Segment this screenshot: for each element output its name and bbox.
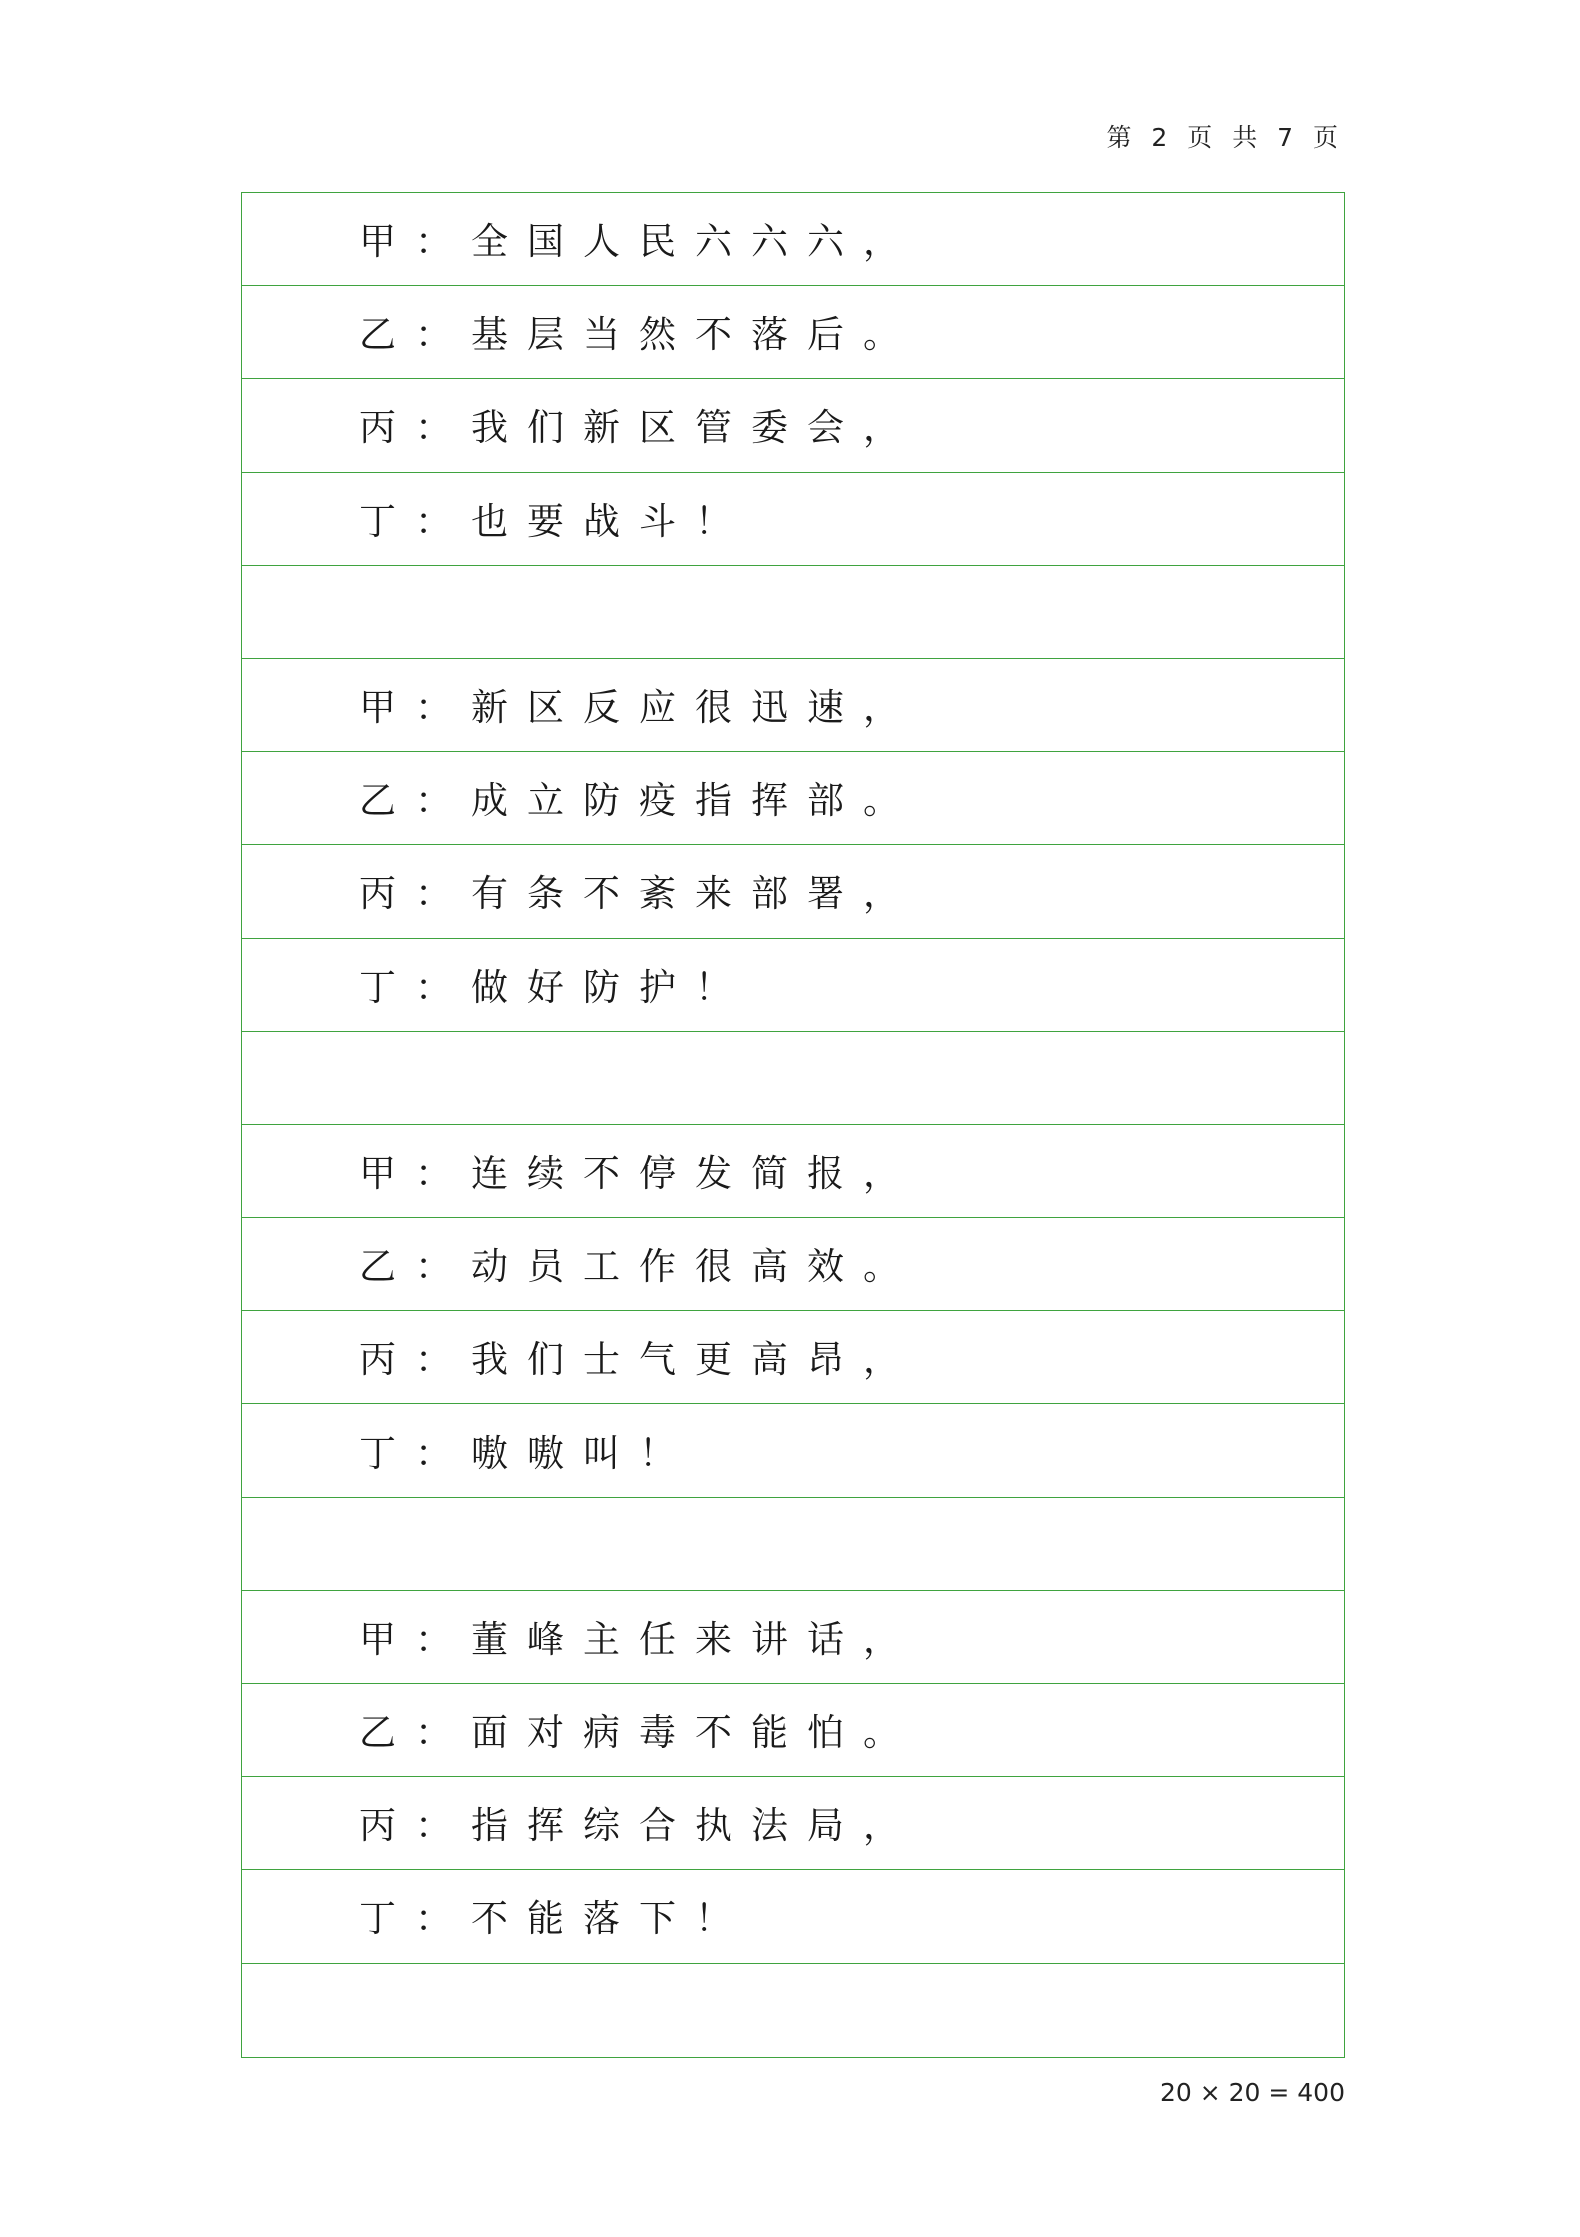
dialogue-line: 丙：有条不紊来部署， (359, 872, 919, 916)
grid-row-empty (242, 1498, 1344, 1591)
grid-row (242, 1404, 1344, 1497)
dialogue-line: 乙：面对病毒不能怕。 (359, 1711, 919, 1755)
dialogue-line: 乙：基层当然不落后。 (359, 313, 919, 357)
grid-row (242, 1777, 1344, 1870)
dialogue-line: 甲：新区反应很迅速， (359, 685, 919, 729)
dialogue-line: 乙：成立防疫指挥部。 (359, 779, 919, 823)
grid-row (242, 379, 1344, 472)
grid-row (242, 193, 1344, 286)
grid-row (242, 1870, 1344, 1963)
dialogue-line: 甲：董峰主任来讲话， (359, 1617, 919, 1661)
grid-row (242, 473, 1344, 566)
grid-row-empty (242, 566, 1344, 659)
dialogue-line: 甲：连续不停发简报， (359, 1151, 919, 1195)
dialogue-line: 丁：不能落下！ (359, 1897, 751, 1941)
dialogue-line: 丙：我们新区管委会， (359, 406, 919, 450)
grid-row-empty (242, 1032, 1344, 1125)
grid-row-empty (242, 1964, 1344, 2057)
dialogue-line: 乙：动员工作很高效。 (359, 1245, 919, 1289)
grid-size-formula: 20 × 20 = 400 (1159, 2078, 1345, 2107)
grid-row (242, 939, 1344, 1032)
manuscript-grid (241, 192, 1345, 2058)
dialogue-line: 丙：指挥综合执法局， (359, 1804, 919, 1848)
grid-row (242, 1591, 1344, 1684)
dialogue-line: 丁：也要战斗！ (359, 499, 751, 543)
grid-row (242, 1684, 1344, 1777)
grid-row (242, 1311, 1344, 1404)
grid-row (242, 845, 1344, 938)
dialogue-line: 丁：做好防护！ (359, 965, 751, 1009)
dialogue-line: 丙：我们士气更高昂， (359, 1338, 919, 1382)
grid-row (242, 1125, 1344, 1218)
grid-row (242, 1218, 1344, 1311)
grid-row (242, 659, 1344, 752)
dialogue-line: 丁：嗷嗷叫！ (359, 1431, 695, 1475)
page-indicator: 第 2 页 共 7 页 (1106, 123, 1344, 152)
grid-row (242, 286, 1344, 379)
dialogue-line: 甲：全国人民六六六， (359, 220, 919, 264)
grid-row (242, 752, 1344, 845)
